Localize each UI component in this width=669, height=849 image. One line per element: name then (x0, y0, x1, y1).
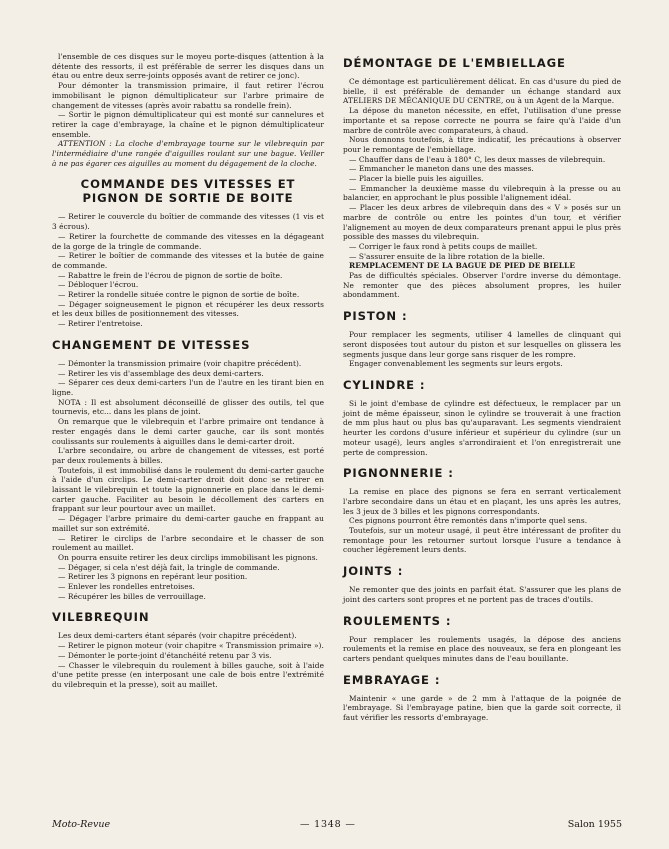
paragraph: Ce démontage est particulièrement délicat. En cas d'usure du pied de bielle, il est préférable de demander un échange standard aux ATELIERS DE MÉCANIQUE DU CENTRE, ou à un Agent de la Marque. (343, 77, 621, 106)
right-column (343, 56, 621, 723)
paragraph: Pour démonter la transmission primaire, il faut retirer l'écrou immobilisant le pignon démultiplicateur sur l'arbre primaire de changement de vitesses (après avoir rabattu sa rondelle frein). (52, 81, 324, 110)
paragraph: — Placer la bielle puis les aiguilles. (349, 174, 484, 184)
paragraph: — Dégager, si cela n'est déjà fait, la tringle de commande. (58, 562, 280, 572)
paragraph: — Emmancher le maneton dans une des masses. (349, 164, 534, 174)
section-heading: CYLINDRE : (343, 377, 426, 392)
paragraph: — Retirer l'entretoise. (58, 319, 143, 329)
paragraph: — Chauffer dans de l'eau à 180° C, les deux masses de vilebrequin. (349, 154, 606, 164)
section-heading: CHANGEMENT DE VITESSES (52, 337, 251, 352)
section-heading: VILEBREQUIN (52, 610, 150, 625)
paragraph: — Séparer ces deux demi-carters l'un de l'autre en les tirant bien en ligne. (52, 378, 324, 397)
page-footer (52, 819, 622, 833)
paragraph: — S'assurer ensuite de la libre rotation de la bielle. (349, 251, 545, 261)
left-column (52, 52, 324, 690)
faint-stamp-mark (270, 472, 300, 498)
paragraph: — Enlever les rondelles entretoises. (58, 582, 195, 592)
paragraph: Pour remplacer les segments, utiliser 4 lamelles de clinquant qui seront disposées tout autour du piston et sur lesquelles on glissera les segments jusque dans leur gorge sans risquer de les rompre. (343, 330, 621, 359)
paragraph: — Dégager l'arbre primaire du demi-carter gauche en frappant au maillet sur son extrémité. (52, 514, 324, 533)
paragraph: Pas de difficultés spéciales. Observer l'ordre inverse du démontage. Ne remonter que des pièces absolument propres, les huiler abondamment. (343, 271, 621, 300)
section-heading: DÉMONTAGE DE L'EMBIELLAGE (343, 56, 566, 70)
paragraph: Pour remplacer les roulements usagés, la dépose des anciens roulements et la remise en place des nouveaux, se fera en plongeant les carters pendant quelques minutes dans de l'eau bouillante. (343, 634, 621, 663)
paragraph: — Emmancher la deuxième masse du vilebrequin à la presse ou au balancier, en approchant le plus possible l'alignement idéal. (343, 183, 621, 203)
section-heading: PIGNONNERIE : (343, 466, 454, 481)
section-heading: ROULEMENTS : (343, 613, 452, 628)
paragraph: — Dégager soigneusement le pignon et récupérer les deux ressorts et les deux billes de positionnement des vitesses. (52, 299, 324, 319)
paragraph: Engager convenablement les segments sur leurs ergots. (349, 359, 563, 369)
paragraph: — Retirer les 3 pignons en repérant leur position. (58, 572, 248, 582)
paragraph: — Retirer le boîtier de commande des vitesses et la butée de gaine de commande. (52, 251, 324, 270)
paragraph: L'arbre secondaire, ou arbre de changement de vitesses, est porté par deux roulements à billes. (52, 446, 324, 465)
paragraph: La remise en place des pignons se fera en serrant verticalement l'arbre secondaire dans un étau et en plaçant, les uns après les autres, les 3 jeux de 3 billes et les pignons correspondants. (343, 487, 621, 516)
paragraph: l'ensemble de ces disques sur le moyeu porte-disques (attention à la détente des ressorts, il est préférable de serrer les disques dans un étau ou entre deux serre-joints opposés avant de retirer ce jonc). (52, 52, 324, 81)
paragraph: — Débloquer l'écrou. (58, 280, 139, 290)
paragraph: Ces pignons pourront être remontés dans n'importe quel sens. (349, 516, 588, 526)
paragraph: — Chasser le vilebrequin du roulement à billes gauche, soit à l'aide d'une petite presse (en interposant une cale de bois entre l'extrémité du vilebrequin et la presse), soit au maillet. (52, 660, 324, 689)
paragraph: — Retirer le pignon moteur (voir chapitre « Transmission primaire »). (58, 641, 324, 651)
paragraph: — Démonter la transmission primaire (voir chapitre précédent). (58, 358, 302, 368)
section-heading: PISTON : (343, 309, 408, 324)
section-heading: JOINTS : (343, 564, 404, 579)
paragraph: — Retirer le circlips de l'arbre secondaire et le chasser de son roulement au maillet. (52, 533, 324, 553)
paragraph: Toutefois, il est immobilisé dans le roulement du demi-carter gauche à l'aide d'un circlips. Le demi-carter droit doit donc se retirer en laissant le vilebrequin et toute la pignonnerie en place dans le demi-carter gauche. Faciliter au besoin le décollement des carters en frappant sur leur pourtour avec un maillet. (52, 465, 324, 514)
paragraph: — Retirer le couvercle du boîtier de commande des vitesses (1 vis et 3 écrous). (52, 212, 324, 232)
paragraph: Si le joint d'embase de cylindre est défectueux, le remplacer par un joint de même épaisseur, sinon le cylindre se trouverait à une fraction de mm plus haut ou plus bas qu'auparavant. Les segments viendraient heurter les cordons d'usure inférieur et supérieur du cylindre (sur un moteur usagé), leurs angles s'arrondiraient et l'on enregistrerait une perte de compression. (343, 398, 621, 457)
footer-magazine-name: Moto-Revue (52, 819, 111, 830)
subheading: REMPLACEMENT DE LA BAGUE DE PIED DE BIELLE (349, 261, 576, 271)
paragraph: La dépose du maneton nécessite, en effet, l'utilisation d'une presse importante et sa repose correcte ne pourra se faire qu'à l'aide d'un marbre de contrôle avec comparateurs, à chaud. (343, 106, 621, 135)
paragraph: — Récupérer les billes de verrouillage. (58, 591, 206, 601)
paragraph: Maintenir « une garde » de 2 mm à l'attaque de la poignée de l'embrayage. Si l'embrayage patine, bien que la garde soit correcte, il faut vérifier les ressorts d'embrayage. (343, 693, 621, 723)
paragraph: — Sortir le pignon démultiplicateur qui est monté sur cannelures et retirer la cage d'embrayage, la chaîne et le pignon démultiplicateur ensemble. (52, 110, 324, 139)
paragraph: — Retirer la fourchette de commande des vitesses en la dégageant de la gorge de la tringle de commande. (52, 231, 324, 251)
paragraph: — Corriger le faux rond à petits coups de maillet. (349, 241, 538, 251)
section-heading: COMMANDE DES VITESSES ET PIGNON DE SORTIE DE BOITE (80, 177, 296, 206)
paragraph: — Retirer la rondelle située contre le pignon de sortie de boîte. (58, 290, 300, 300)
page-number: — 1348 — (300, 819, 356, 830)
paragraph: Toutefois, sur un moteur usagé, il peut être intéressant de profiter du remontage pour les retourner surtout lorsque l'usure a tendance à coucher légèrement leurs dents. (343, 526, 621, 555)
paragraph: — Rabattre le frein de l'écrou de pignon de sortie de boîte. (58, 270, 283, 280)
footer-issue: Salon 1955 (567, 819, 622, 830)
paragraph: NOTA : Il est absolument déconseillé de glisser des outils, tel que tournevis, etc... dans les plans de joint. (52, 397, 324, 417)
paragraph: — Placer les deux arbres de vilebrequin dans des « V » posés sur un marbre de contrôle ou entre les pointes d'un tour, et vérifier l'alignement au moyen de deux comparateurs prenant appui le plus près possible des masses du vilebrequin. (343, 203, 621, 242)
paragraph: ATTENTION : La cloche d'embrayage tourne sur le vilebrequin par l'intermédiaire d'une rangée d'aiguilles roulant sur une bague. Veiller à ne pas égarer ces aiguilles au moment du dégagement de la cloche. (52, 139, 324, 168)
paragraph: On remarque que le vilebrequin et l'arbre primaire ont tendance à rester engagés dans le demi carter gauche, car ils sont montés coulissants sur roulements à aiguilles dans le demi-carter droit. (52, 417, 324, 446)
paragraph: — Démonter le porte-joint d'étanchéité retenu par 3 vis. (58, 650, 272, 660)
paragraph: Les deux demi-carters étant séparés (voir chapitre précédent). (58, 631, 297, 641)
paragraph: Ne remonter que des joints en parfait état. S'assurer que les plans de joint des carters sont propres et ne portent pas de traces d'outils. (343, 585, 621, 604)
paragraph: — Retirer les vis d'assemblage des deux demi-carters. (58, 368, 264, 378)
paragraph: On pourra ensuite retirer les deux circlips immobilisant les pignons. (58, 552, 318, 562)
section-heading: EMBRAYAGE : (343, 672, 441, 687)
paragraph: Nous donnons toutefois, à titre indicatif, les précautions à observer pour le remontage de l'embiellage. (343, 135, 621, 154)
